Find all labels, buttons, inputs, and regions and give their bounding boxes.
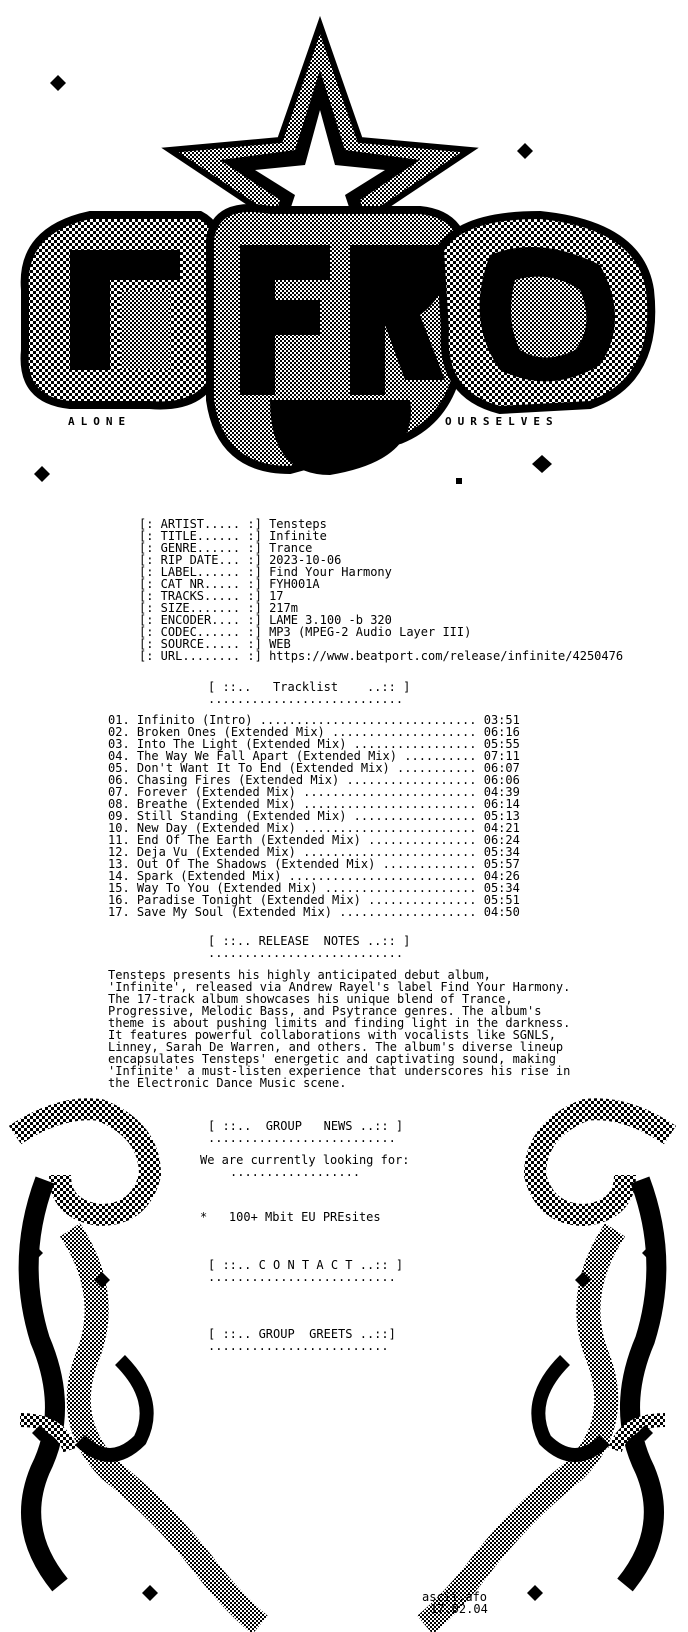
- info-key: [: RIP DATE... :]: [139, 553, 262, 567]
- track-num: 05.: [108, 761, 130, 775]
- logo-word-alone: ALONE: [68, 415, 132, 428]
- footer-date: 17.02.04: [430, 1602, 488, 1616]
- info-key: [: ENCODER.... :]: [139, 613, 262, 627]
- release-notes-line: Linney, Sarah De Warren, and others. The album's diverse lineup: [108, 1040, 564, 1054]
- greets-header: [ ::.. GROUP GREETS ..::]: [208, 1327, 396, 1341]
- track-num: 15.: [108, 881, 130, 895]
- track-num: 01.: [108, 713, 130, 727]
- info-value: Trance: [269, 541, 313, 555]
- info-value: FYH001A: [269, 577, 320, 591]
- track-time: 05:55: [483, 737, 520, 751]
- track-time: 06:24: [483, 833, 520, 847]
- track-num: 06.: [108, 773, 130, 787]
- track-title: Paradise Tonight (Extended Mix): [136, 893, 361, 907]
- track-num: 04.: [108, 749, 130, 763]
- group-news-header: [ ::.. GROUP NEWS ..:: ]: [208, 1119, 404, 1133]
- track-row: [108, 906, 520, 918]
- info-value: 217m: [269, 601, 298, 615]
- track-num: 16.: [108, 893, 130, 907]
- release-info-block: [139, 518, 623, 662]
- track-time: 06:07: [483, 761, 520, 775]
- info-value: Find Your Harmony: [269, 565, 392, 579]
- track-title: Out Of The Shadows (Extended Mix): [136, 857, 376, 871]
- track-dots: ..........................: [288, 869, 477, 883]
- info-value: Infinite: [269, 529, 327, 543]
- info-value[interactable]: https://www.beatport.com/release/infinite/4250476: [269, 649, 624, 663]
- info-value: LAME 3.100 -b 320: [269, 613, 392, 627]
- release-notes-line: Progressive, Melodic Bass, and Psytrance genres. The album's: [108, 1004, 542, 1018]
- track-dots: ..............................: [259, 713, 477, 727]
- track-dots: ........................: [303, 797, 477, 811]
- track-dots: ........................: [303, 821, 477, 835]
- release-notes-header: [ ::.. RELEASE NOTES ..:: ]: [208, 934, 411, 948]
- group-news-item: * 100+ Mbit EU PREsites: [200, 1210, 381, 1224]
- track-title: Breathe (Extended Mix): [136, 797, 296, 811]
- track-time: 04:50: [483, 905, 520, 919]
- track-time: 05:51: [483, 893, 520, 907]
- track-dots: ........................: [303, 785, 477, 799]
- release-notes-line: 'Infinite' a must-listen experience that underscores his rise in: [108, 1064, 571, 1078]
- track-dots: ..................: [346, 773, 477, 787]
- info-key: [: SIZE....... :]: [139, 601, 262, 615]
- info-key: [: TITLE...... :]: [139, 529, 262, 543]
- track-dots: ....................: [332, 725, 477, 739]
- afo-letters-logo: [25, 208, 652, 475]
- track-dots: .............: [382, 857, 477, 871]
- track-title: Still Standing (Extended Mix): [136, 809, 347, 823]
- group-news-header-underline: ..........................: [208, 1131, 396, 1145]
- track-num: 02.: [108, 725, 130, 739]
- track-title: End Of The Earth (Extended Mix): [136, 833, 361, 847]
- track-title: Way To You (Extended Mix): [136, 881, 318, 895]
- left-swirl-ornament: [15, 1109, 260, 1625]
- info-key: [: LABEL...... :]: [139, 565, 262, 579]
- track-title: The Way We Fall Apart (Extended Mix): [136, 749, 398, 763]
- info-key: [: ARTIST..... :]: [139, 517, 262, 531]
- track-title: Chasing Fires (Extended Mix): [136, 773, 340, 787]
- info-value: 2023-10-06: [269, 553, 342, 567]
- track-dots: ..........: [404, 749, 477, 763]
- info-value: Tensteps: [269, 517, 327, 531]
- release-notes-line: 'Infinite', released via Andrew Rayel's label Find Your Harmony.: [108, 980, 571, 994]
- track-time: 04:21: [483, 821, 520, 835]
- info-value: MP3 (MPEG-2 Audio Layer III): [269, 625, 472, 639]
- track-dots: ...............: [368, 833, 477, 847]
- contact-header: [ ::.. C O N T A C T ..:: ]: [208, 1258, 404, 1272]
- track-dots: ...............: [368, 893, 477, 907]
- info-value: 17: [269, 589, 284, 603]
- release-notes-line: the Electronic Dance Music scene.: [108, 1076, 347, 1090]
- track-num: 12.: [108, 845, 130, 859]
- greets-header-underline: .........................: [208, 1339, 389, 1353]
- release-notes-text: [108, 969, 570, 1089]
- track-time: 07:11: [483, 749, 520, 763]
- info-key: [: SOURCE..... :]: [139, 637, 262, 651]
- info-value: WEB: [269, 637, 291, 651]
- info-row: [139, 650, 623, 662]
- tracklist: [108, 714, 520, 918]
- info-key: [: CAT NR..... :]: [139, 577, 262, 591]
- footer-artist: ascii.afo: [422, 1590, 488, 1604]
- track-title: Forever (Extended Mix): [136, 785, 296, 799]
- track-dots: ...........: [397, 761, 477, 775]
- track-num: 09.: [108, 809, 130, 823]
- track-num: 07.: [108, 785, 130, 799]
- info-key: [: TRACKS..... :]: [139, 589, 262, 603]
- right-swirl-ornament: [425, 1109, 670, 1625]
- group-news-looking-underline: ..................: [230, 1165, 361, 1179]
- track-num: 13.: [108, 857, 130, 871]
- release-notes-line: theme is about pushing limits and finding light in the darkness.: [108, 1016, 571, 1030]
- track-dots: ........................: [303, 845, 477, 859]
- track-time: 06:16: [483, 725, 520, 739]
- track-num: 14.: [108, 869, 130, 883]
- track-title: New Day (Extended Mix): [136, 821, 296, 835]
- track-num: 08.: [108, 797, 130, 811]
- release-notes-line: Tensteps presents his highly anticipated debut album,: [108, 968, 491, 982]
- track-title: Into The Light (Extended Mix): [136, 737, 347, 751]
- info-key: [: GENRE...... :]: [139, 541, 262, 555]
- track-title: Infinito (Intro): [136, 713, 253, 727]
- track-time: 04:26: [483, 869, 520, 883]
- group-news-looking: We are currently looking for:: [200, 1153, 410, 1167]
- track-time: 06:14: [483, 797, 520, 811]
- track-time: 05:57: [483, 857, 520, 871]
- release-notes-header-underline: ...........................: [208, 946, 404, 960]
- track-num: 11.: [108, 833, 130, 847]
- track-time: 03:51: [483, 713, 520, 727]
- track-time: 05:13: [483, 809, 520, 823]
- track-title: Spark (Extended Mix): [136, 869, 282, 883]
- track-num: 10.: [108, 821, 130, 835]
- info-key: [: URL........ :]: [139, 649, 262, 663]
- track-dots: .....................: [324, 881, 477, 895]
- track-title: Save My Soul (Extended Mix): [136, 905, 332, 919]
- logo-word-ourselves: OURSELVES: [445, 415, 559, 428]
- track-dots: .................: [353, 809, 477, 823]
- track-num: 17.: [108, 905, 130, 919]
- track-time: 04:39: [483, 785, 520, 799]
- tracklist-header-underline: ...........................: [208, 692, 404, 706]
- release-notes-line: The 17-track album showcases his unique blend of Trance,: [108, 992, 513, 1006]
- logo-word-for: FOR: [298, 437, 336, 450]
- track-title: Deja Vu (Extended Mix): [136, 845, 296, 859]
- track-title: Don't Want It To End (Extended Mix): [136, 761, 390, 775]
- track-num: 03.: [108, 737, 130, 751]
- release-notes-line: It features powerful collaborations with vocalists like SGNLS,: [108, 1028, 556, 1042]
- track-time: 05:34: [483, 881, 520, 895]
- track-dots: ...................: [339, 905, 477, 919]
- info-key: [: CODEC...... :]: [139, 625, 262, 639]
- track-title: Broken Ones (Extended Mix): [136, 725, 325, 739]
- release-notes-line: encapsulates Tensteps' energetic and captivating sound, making: [108, 1052, 556, 1066]
- track-dots: .................: [353, 737, 477, 751]
- track-time: 06:06: [483, 773, 520, 787]
- track-time: 05:34: [483, 845, 520, 859]
- contact-header-underline: ..........................: [208, 1270, 396, 1284]
- tracklist-header: [ ::.. Tracklist ..:: ]: [208, 680, 411, 694]
